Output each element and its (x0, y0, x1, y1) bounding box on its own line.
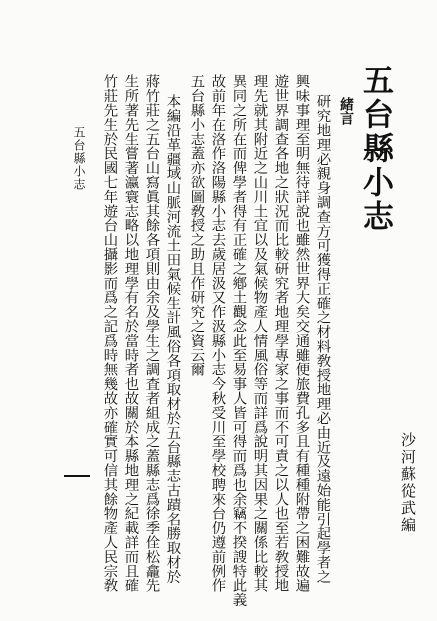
text-column-6: 故前年在洛作洛陽縣小志去歲居汲又作汲縣小志今秋受川至學校聘來台仍遵前例作 (209, 74, 226, 593)
text-column-9: 蔣竹莊之五台山寫眞其餘各項則由余及學生之調査者組成之蓋縣志爲徐季佺松龕先 (143, 74, 160, 593)
author-line: 沙河蘇從武編 (399, 432, 417, 534)
text-column-7: 五台縣小志蓋亦欲圖敎授之助且作研究之資云爾 (188, 74, 205, 377)
book-title: 五台縣小志 (357, 64, 393, 234)
text-column-1: 研究地理必親身調查方可獲得正確之材料敎授地理必由近及遠始能引起學者之 (314, 94, 331, 584)
text-column-10: 生所著先生嘗著瀛寰志略以地理學有名於當時者也故關於本縣地理之紀載詳而且確 (122, 74, 139, 593)
text-column-8: 本編沿革疆域山脈河流土田氣候生計風俗各項取材於五台縣志古蹟名勝取材於 (164, 94, 181, 584)
running-title: 五台縣小志 (72, 126, 86, 191)
text-column-11: 竹莊先生於民國七年遊台山攝影而爲之記爲時無幾故亦確實可信其餘物產人民宗敎 (101, 74, 118, 593)
text-column-5: 異同之所在而俾學者得有正確之鄕土觀念此至易事人皆可得而爲也余竊不揆謏特此義 (230, 74, 247, 607)
text-column-3: 遊世界調查各地之狀況而比較研究者地理學專家之事而不可責之以人也至若敎授地 (272, 74, 289, 593)
text-column-4: 理先就其附近之山川土宜以及氣候物產人情風俗等而詳爲說明其因果之關係比較其 (251, 74, 268, 593)
text-column-2: 興味事理至明無待詳說也雖然世界大矣交通雖便旅費孔多且有種種附帶之困難故遍 (293, 74, 310, 593)
section-heading: 緒言 (338, 97, 354, 125)
page-number (64, 475, 90, 477)
